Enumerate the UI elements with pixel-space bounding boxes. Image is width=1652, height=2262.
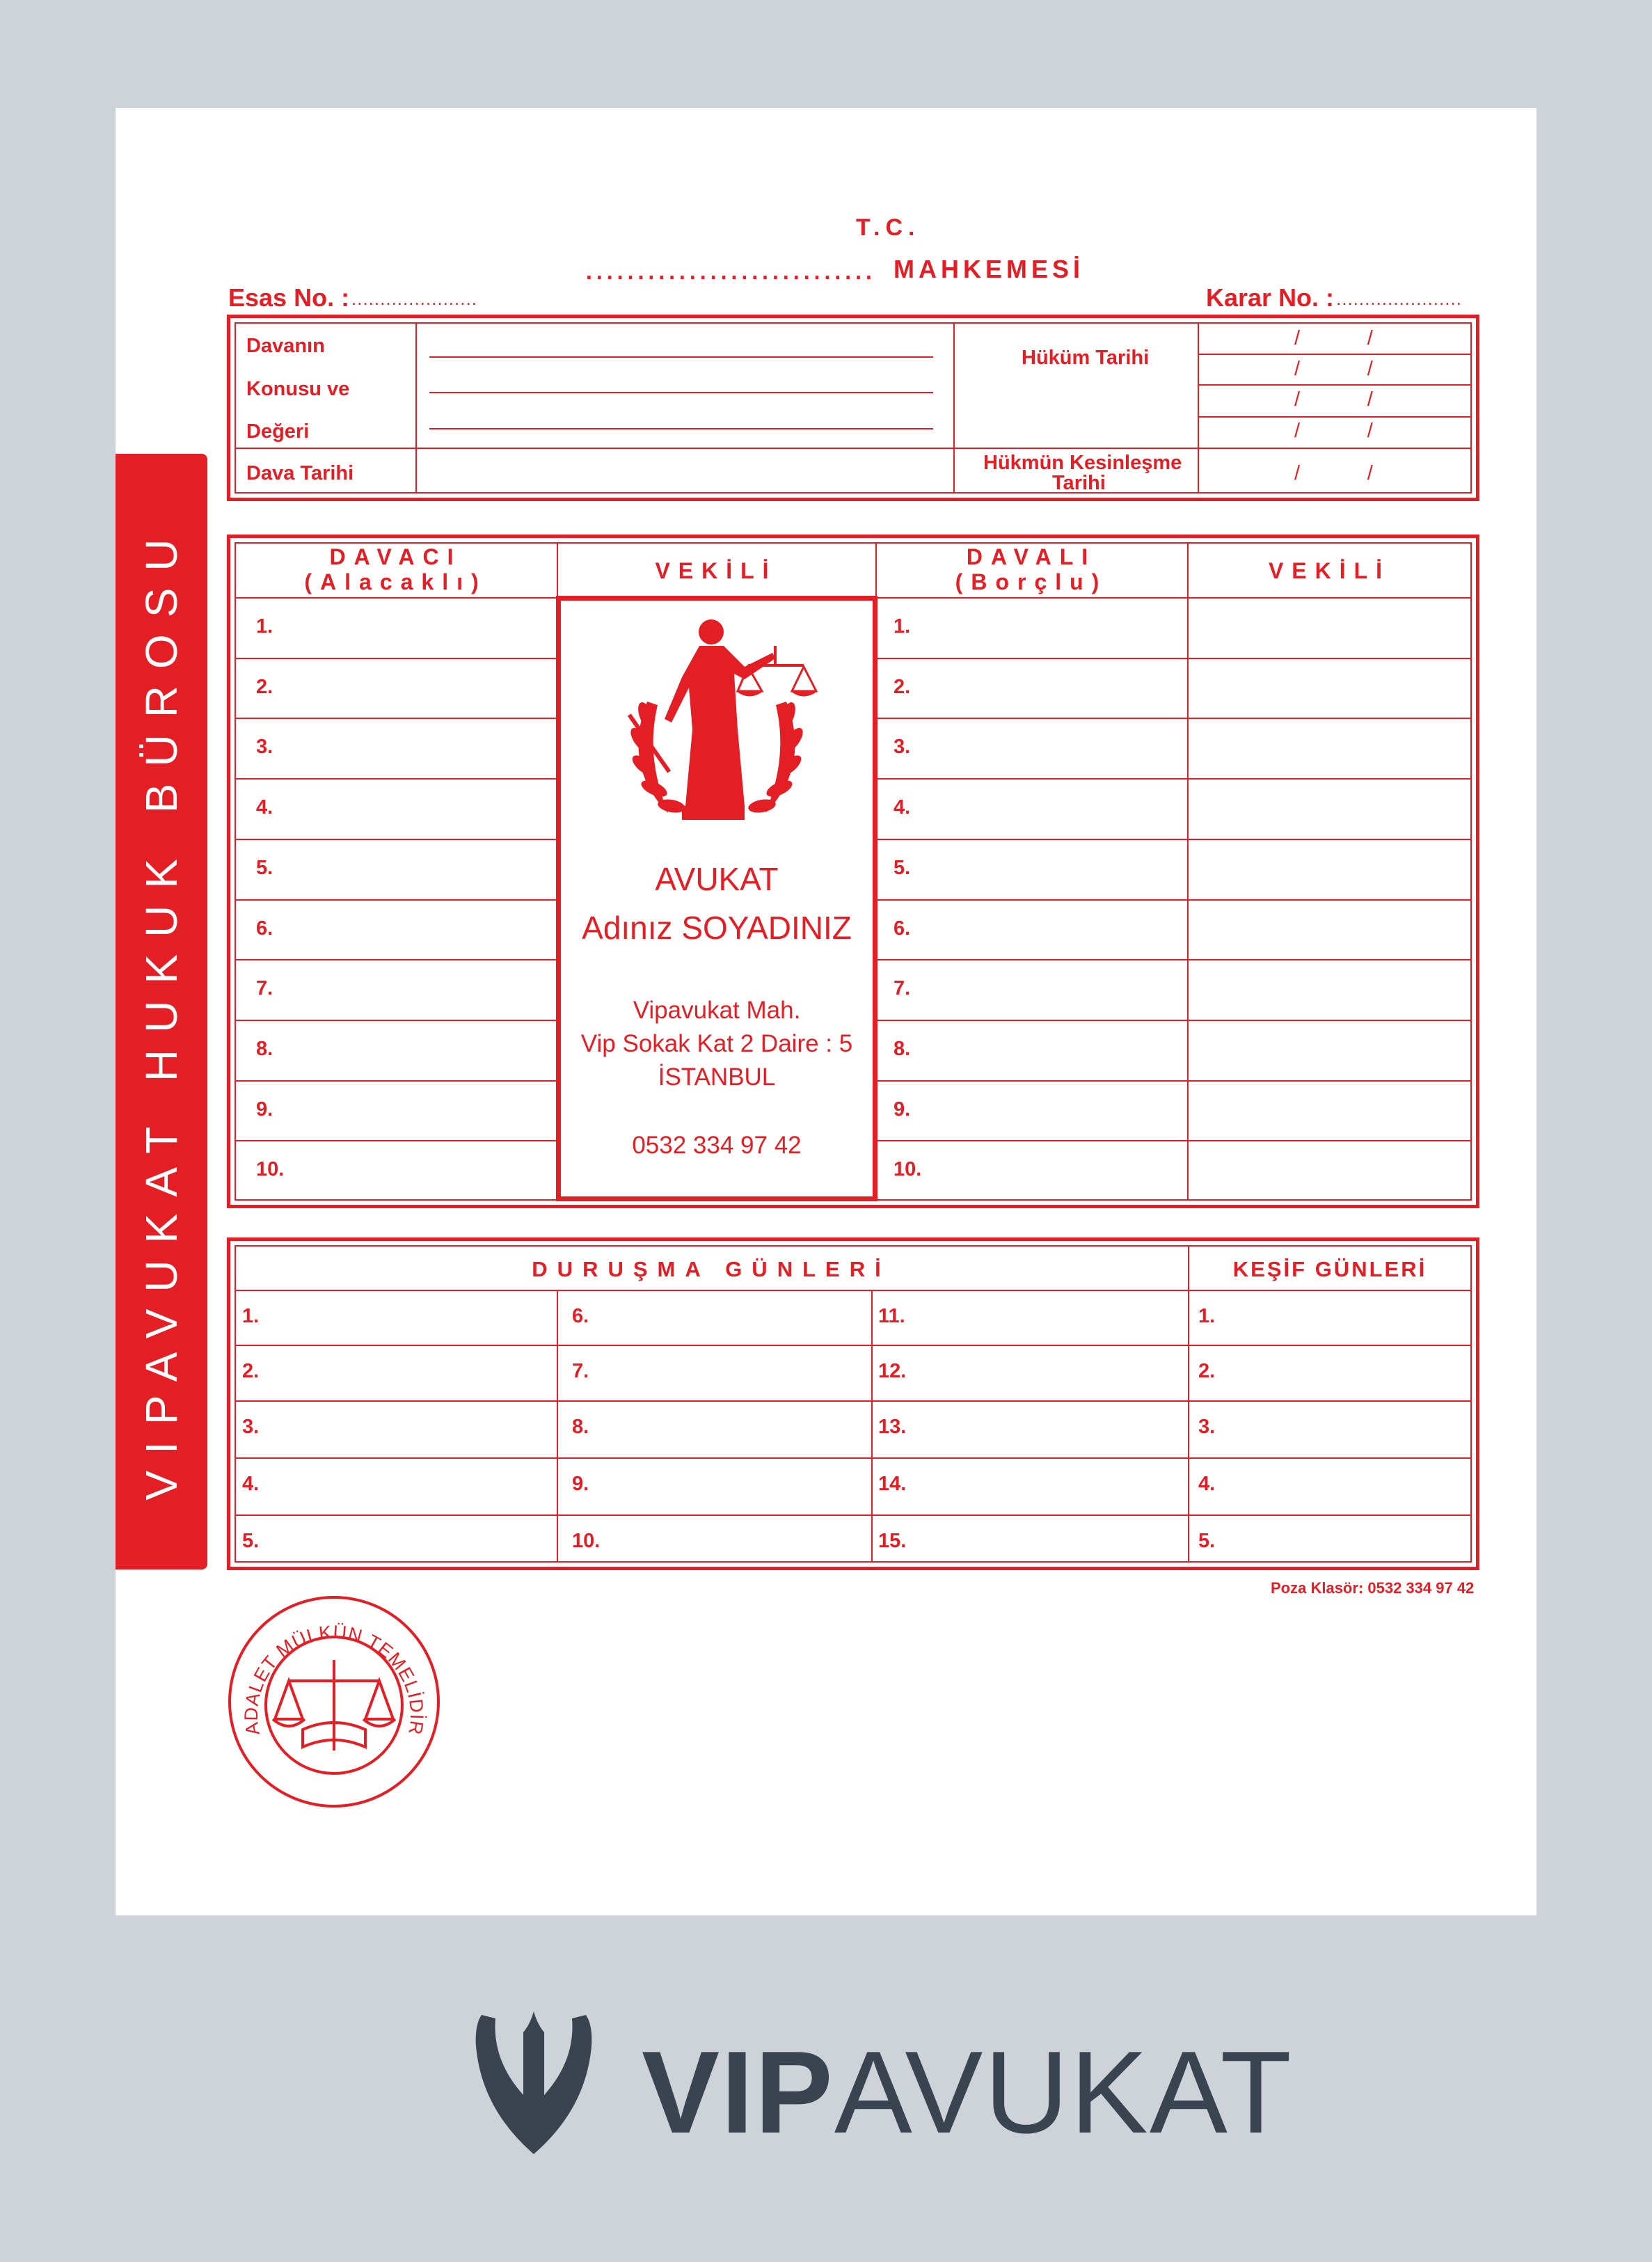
davaci-row-number: 8.	[256, 1038, 273, 1060]
lady-justice-icon	[605, 604, 828, 855]
davali-row-number: 1.	[893, 615, 911, 638]
hearing-col2-number: 10.	[572, 1530, 601, 1552]
davaci-row-number: 7.	[256, 977, 273, 999]
davaci-row-number: 4.	[256, 796, 273, 818]
vipavukat-logo-icon	[468, 2004, 600, 2159]
karar-dots: ......................	[1336, 288, 1462, 309]
karar-label: Karar No. :	[1206, 283, 1335, 312]
brand-bold: VIP	[642, 2027, 834, 2158]
court-name-dots: ............................	[586, 259, 876, 284]
kesif-heading: KEŞİF GÜNLERİ	[1232, 1257, 1427, 1281]
durusma-heading: DURUŞMA GÜNLERİ	[532, 1257, 891, 1281]
lawyer-address-1: Vipavukat Mah.	[633, 997, 801, 1024]
hearing-col1-number: 4.	[242, 1473, 260, 1495]
davali-row-number: 4.	[893, 796, 911, 818]
dava-tarihi-label: Dava Tarihi	[246, 462, 354, 484]
hearing-col1-number: 1.	[242, 1305, 260, 1327]
davaci-row-number: 2.	[256, 676, 273, 698]
davali-vekili-heading: VEKİLİ	[1268, 558, 1391, 583]
davaci-row-number: 6.	[256, 917, 273, 940]
hearing-col4-number: 1.	[1198, 1305, 1216, 1327]
hearing-col2-number: 6.	[572, 1305, 589, 1327]
side-banner-text: VIPAVUKAT HUKUK BÜROSU	[136, 522, 186, 1501]
hukum-tarihi-label: Hüküm Tarihi	[1022, 347, 1150, 369]
hearing-col1-number: 3.	[242, 1416, 260, 1438]
brand-wordmark	[642, 2025, 1293, 2160]
hearing-col4-number: 4.	[1198, 1473, 1216, 1495]
lawyer-phone: 0532 334 97 42	[632, 1132, 802, 1159]
hukum-date-slot-2: / /	[1294, 358, 1373, 380]
hukum-date-slot-3: / /	[1294, 388, 1373, 411]
davaci-heading: DAVACI	[329, 544, 462, 569]
hearing-col2-number: 9.	[572, 1473, 589, 1495]
davaci-row-number: 10.	[256, 1158, 285, 1180]
lawyer-city: İSTANBUL	[658, 1063, 776, 1091]
davali-heading: DAVALI	[966, 544, 1097, 569]
kesinlesme-label-1: Hükmün Kesinleşme	[983, 452, 1182, 474]
davali-row-number: 2.	[893, 676, 911, 698]
davaci-row-number: 3.	[256, 736, 273, 758]
degeri-label: Değeri	[246, 420, 310, 443]
davaci-row-number: 5.	[256, 857, 273, 879]
davanin-label: Davanın	[246, 335, 325, 357]
hearing-col3-number: 14.	[878, 1473, 907, 1495]
hearing-col1-number: 5.	[242, 1530, 260, 1552]
hearing-col3-number: 12.	[878, 1360, 907, 1382]
hukum-date-slot-4: / /	[1294, 420, 1373, 442]
lawyer-address-2: Vip Sokak Kat 2 Daire : 5	[580, 1030, 853, 1057]
lawyer-title: AVUKAT	[655, 861, 779, 897]
hearing-col4-number: 3.	[1198, 1416, 1216, 1438]
hearing-col1-number: 2.	[242, 1360, 260, 1382]
esas-dots: ......................	[351, 288, 477, 309]
davali-row-number: 6.	[893, 917, 911, 940]
lawyer-name: Adınız SOYADINIZ	[582, 910, 852, 946]
hukum-date-slot-1: / /	[1294, 327, 1373, 349]
davaci-vekili-heading: VEKİLİ	[655, 558, 777, 583]
hearing-col2-number: 8.	[572, 1416, 589, 1438]
court-heading: MAHKEMESİ	[893, 255, 1085, 283]
davali-row-number: 8.	[893, 1038, 911, 1060]
davaci-row-number: 9.	[256, 1098, 273, 1121]
brand-light: AVUKAT	[834, 2027, 1294, 2158]
case-info-inner	[235, 322, 1472, 493]
davaci-row-number: 1.	[256, 615, 273, 638]
borclu-heading: (Borçlu)	[955, 569, 1108, 594]
konusu-label: Konusu ve	[246, 378, 350, 400]
davali-row-number: 10.	[893, 1158, 922, 1180]
hearing-col4-number: 5.	[1198, 1530, 1216, 1552]
kesinlesme-date-slot: / /	[1294, 462, 1373, 484]
davali-row-number: 7.	[893, 977, 911, 999]
hearing-col3-number: 13.	[878, 1416, 907, 1438]
hearing-col2-number: 7.	[572, 1360, 589, 1382]
stamp-text: ADALET MÜLKÜN TEMELİDİR	[240, 1621, 428, 1737]
tc-heading: T.C.	[856, 214, 921, 241]
esas-label: Esas No. :	[228, 283, 350, 312]
davali-row-number: 9.	[893, 1098, 911, 1121]
davali-row-number: 3.	[893, 736, 911, 758]
hearing-col3-number: 11.	[878, 1305, 905, 1327]
davali-row-number: 5.	[893, 857, 911, 879]
justice-stamp-icon	[223, 1590, 445, 1813]
hearing-col4-number: 2.	[1198, 1360, 1216, 1382]
hearing-col3-number: 15.	[878, 1530, 907, 1552]
alacakli-heading: (Alacaklı)	[304, 569, 487, 594]
poza-contact: Poza Klasör: 0532 334 97 42	[1271, 1579, 1475, 1597]
kesinlesme-label-2: Tarihi	[1052, 472, 1106, 494]
